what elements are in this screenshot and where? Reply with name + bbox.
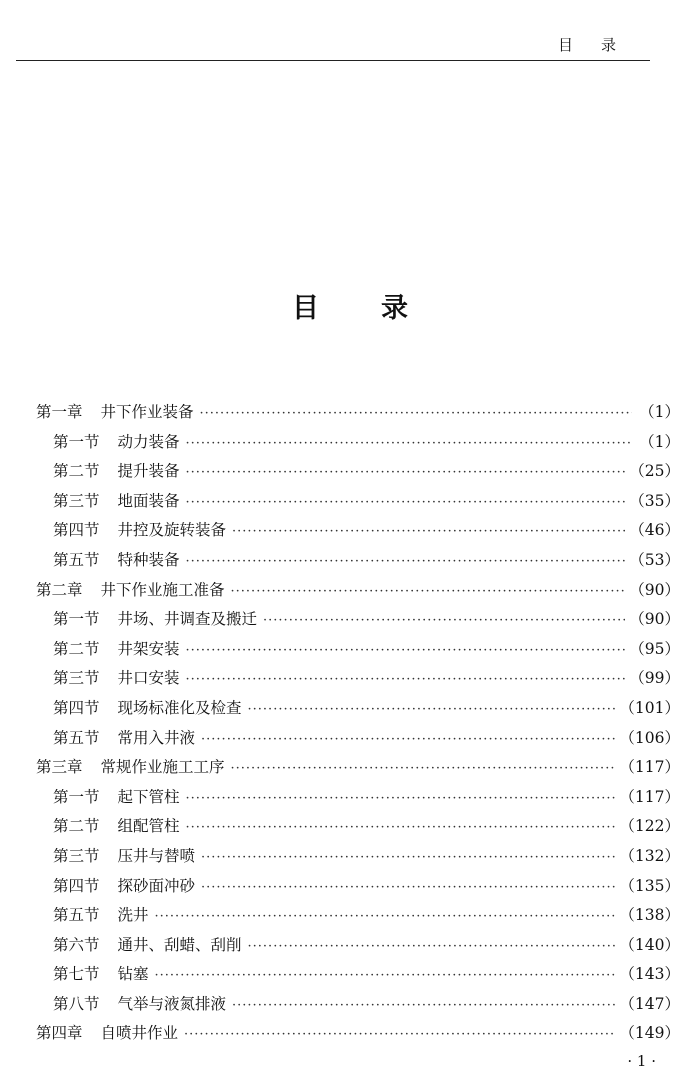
toc-entry-number: 第六节 [53,935,100,954]
toc-entry-number: 第四节 [53,876,100,895]
toc-section-entry[interactable] [36,457,680,487]
toc-entry-page: （25） [629,462,680,481]
dot-leader [186,488,626,518]
toc-entry-page: （53） [629,550,680,569]
toc-entry-page: （35） [629,491,680,510]
toc-entry-number: 第二节 [53,639,100,658]
toc-section-entry[interactable] [36,812,680,842]
toc-entry-number: 第一章 [36,403,83,421]
toc-entry-page: （117） [619,758,680,777]
dot-leader [263,606,625,636]
toc-entry-title: 提升装备 [117,462,180,481]
toc-entry-page: （122） [619,817,680,836]
toc-chapter-entry[interactable] [36,753,680,783]
dot-leader [184,1020,615,1050]
toc-entry-number: 第八节 [53,994,100,1013]
toc-entry-title: 起下管柱 [117,787,180,806]
toc-entry-number: 第四章 [36,1024,83,1043]
page-title: 目录 [292,293,470,324]
toc-section-entry[interactable] [36,960,680,990]
toc-entry-number: 第三章 [36,758,83,777]
toc-entry-page: （138） [619,906,680,925]
toc-entry-title: 井架安装 [117,639,180,658]
dot-leader [232,991,615,1021]
toc-entry-number: 第三节 [53,669,100,688]
toc-entry-title: 井下作业施工准备 [100,580,225,599]
toc-entry-number: 第一节 [53,432,100,451]
dot-leader [186,784,616,814]
toc-chapter-entry[interactable] [36,1019,680,1049]
toc-entry-title: 井场、井调查及搬迁 [117,610,258,629]
toc-section-entry[interactable] [36,842,680,872]
dot-leader [186,636,626,666]
toc-entry-page: （90） [629,580,680,599]
toc-entry-title: 现场标准化及检查 [117,698,242,717]
page-number: · 1 · [627,1052,656,1070]
dot-leader [186,547,626,577]
toc-entry-page: （149） [619,1024,680,1043]
toc-entry-page: （132） [619,846,680,865]
toc-entry-number: 第三节 [53,846,100,865]
toc-entry-title: 特种装备 [117,550,180,569]
toc-entry-title: 探砂面冲砂 [117,876,196,895]
toc-entry-title: 常规作业施工工序 [100,758,225,777]
toc-entry-title: 压井与替喷 [117,846,196,865]
toc-entry-title: 地面装备 [117,491,180,510]
toc-entry-title: 洗井 [117,906,149,925]
running-header [16,28,650,61]
toc-entry-page: （95） [629,639,680,658]
toc-entry-page: （1） [639,432,680,451]
toc-entry-number: 第四节 [53,521,100,540]
toc-entry-page: （106） [619,728,680,747]
dot-leader [186,813,616,843]
toc-entry-number: 第一节 [53,610,100,629]
dot-leader [186,458,626,488]
toc-entry-number: 第五节 [53,728,100,747]
toc-section-entry[interactable] [36,546,680,576]
toc-section-entry[interactable] [36,516,680,546]
toc-entry-title: 井口安装 [117,669,180,688]
toc-entry-page: （140） [619,935,680,954]
toc-entry-title: 动力装备 [117,432,180,451]
toc-entry-number: 第二节 [53,462,100,481]
toc-section-entry[interactable] [36,428,680,458]
toc-chapter-entry[interactable] [36,398,680,428]
toc-entry-number: 第一节 [53,787,100,806]
dot-leader [248,695,616,725]
toc-section-entry[interactable] [36,635,680,665]
toc-entry-page: （46） [629,521,680,540]
toc-entry-number: 第三节 [53,491,100,510]
dot-leader [200,399,632,429]
toc-entry-number: 第二章 [36,580,83,599]
toc-entry-page: （147） [619,994,680,1013]
dot-leader [186,429,632,459]
dot-leader [248,932,616,962]
toc-entry-page: （135） [619,876,680,895]
dot-leader [155,902,616,932]
dot-leader [231,577,626,607]
toc-entry-number: 第四节 [53,698,100,717]
toc-section-entry[interactable] [36,724,680,754]
dot-leader [186,665,626,695]
toc-entry-title: 井控及旋转装备 [117,521,227,540]
toc-chapter-entry[interactable] [36,576,680,606]
toc-entry-title: 自喷井作业 [100,1024,179,1043]
toc-entry-page: （117） [619,787,680,806]
toc-entry-page: （101） [619,698,680,717]
dot-leader [232,517,625,547]
toc-entry-title: 气举与液氮排液 [117,994,227,1013]
toc-section-entry[interactable] [36,901,680,931]
toc-entry-page: （90） [629,610,680,629]
dot-leader [201,843,615,873]
toc-section-entry[interactable] [36,694,680,724]
toc-entry-title: 常用入井液 [117,728,196,747]
toc-entry-number: 第五节 [53,906,100,925]
toc-entry-number: 第二节 [53,817,100,836]
toc-entry-title: 组配管柱 [117,817,180,836]
toc-entry-page: （1） [639,403,680,421]
toc-entry-number: 第七节 [53,965,100,984]
dot-leader [201,725,615,755]
toc-entry-page: （143） [619,965,680,984]
toc-section-entry[interactable] [36,664,680,694]
toc-section-entry[interactable] [36,872,680,902]
toc-section-entry[interactable] [36,783,680,813]
table-of-contents [36,398,680,1049]
toc-entry-number: 第五节 [53,550,100,569]
toc-section-entry[interactable] [36,990,680,1020]
running-header-title: 目录 [557,36,644,54]
dot-leader [201,873,615,903]
dot-leader [231,754,616,784]
toc-section-entry[interactable] [36,931,680,961]
toc-entry-title: 通井、刮蜡、刮削 [117,935,242,954]
toc-section-entry[interactable] [36,487,680,517]
toc-entry-title: 钻塞 [117,965,149,984]
toc-entry-title: 井下作业装备 [100,403,194,421]
dot-leader [155,961,616,991]
toc-entry-page: （99） [629,669,680,688]
toc-section-entry[interactable] [36,605,680,635]
